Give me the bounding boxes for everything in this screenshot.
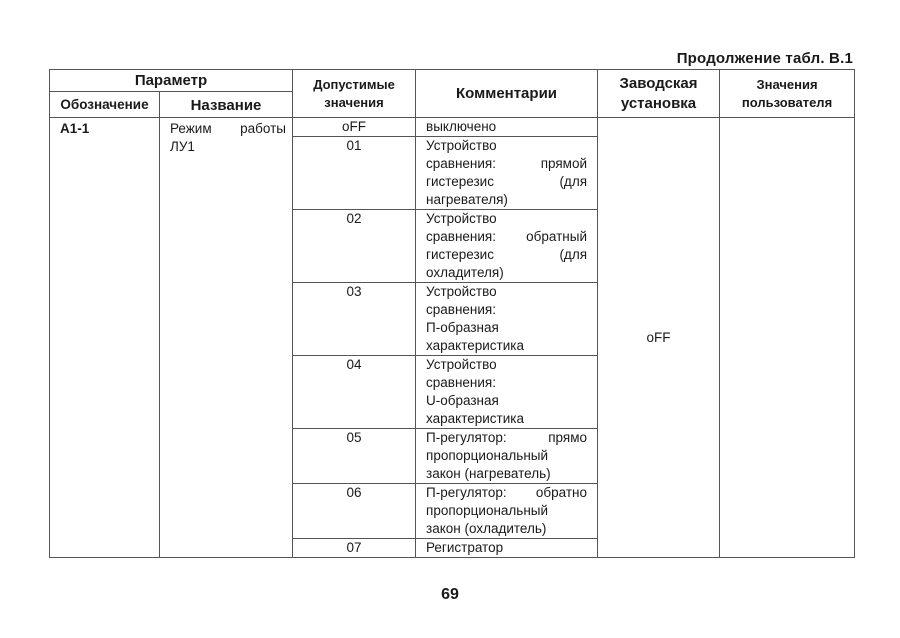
value-comment <box>416 283 598 356</box>
comment-line: Устройство <box>426 357 497 372</box>
param-name-line: ЛУ1 <box>170 139 195 154</box>
header-comments: Комментарии <box>416 70 598 118</box>
comment-line: пропорциональный <box>426 503 549 518</box>
header-allowed-values <box>293 70 416 118</box>
header-factory-line: Заводская <box>619 74 698 92</box>
allowed-value: oFF <box>293 118 416 137</box>
header-allowed-values-line: значения <box>324 94 384 110</box>
table-row <box>50 118 855 137</box>
parameters-table <box>49 69 855 558</box>
header-parameter: Параметр <box>50 70 293 92</box>
header-name: Название <box>160 92 293 118</box>
comment-line: Устройство <box>426 284 497 299</box>
value-comment <box>416 429 598 484</box>
comment-line: П-регулятор: обратно <box>426 485 588 500</box>
comment-line: Устройство <box>426 138 497 153</box>
comment-line: закон (нагреватель) <box>426 466 551 481</box>
value-comment <box>416 137 598 210</box>
header-user-values <box>720 70 855 118</box>
value-comment <box>416 118 598 137</box>
value-comment <box>416 356 598 429</box>
comment-line: Устройство <box>426 211 497 226</box>
value-comment <box>416 210 598 283</box>
allowed-value: 02 <box>293 210 416 283</box>
allowed-value: 03 <box>293 283 416 356</box>
header-allowed-values-line: Допустимые <box>313 76 395 92</box>
comment-line: Регистратор <box>426 540 504 555</box>
user-value-cell[interactable] <box>720 118 855 558</box>
allowed-value: 04 <box>293 356 416 429</box>
comment-line: П-регулятор: прямо <box>426 430 588 445</box>
comment-line: сравнения: прямой <box>426 156 588 171</box>
param-name-line: Режим работы <box>170 121 287 136</box>
value-comment <box>416 484 598 539</box>
param-designation: A1-1 <box>50 118 160 558</box>
allowed-value: 01 <box>293 137 416 210</box>
comment-line: гистерезис (для <box>426 247 588 262</box>
comment-line: пропорциональный <box>426 448 549 463</box>
comment-line: гистерезис (для <box>426 174 588 189</box>
header-user-line: пользователя <box>741 94 833 110</box>
header-user-line: Значения <box>756 76 818 92</box>
comment-line: нагревателя) <box>426 192 508 207</box>
allowed-value: 07 <box>293 539 416 558</box>
comment-line: П-образная <box>426 320 499 335</box>
page-number: 69 <box>441 586 459 603</box>
comment-line: характеристика <box>426 411 524 426</box>
allowed-value: 05 <box>293 429 416 484</box>
header-factory-line: установка <box>620 94 697 112</box>
table-caption: Продолжение табл. В.1 <box>676 50 853 67</box>
comment-line: характеристика <box>426 338 524 353</box>
value-comment <box>416 539 598 558</box>
comment-line: охладителя) <box>426 265 504 280</box>
factory-setting-value: oFF <box>598 118 720 558</box>
comment-line: сравнения: обратный <box>426 229 588 244</box>
comment-line: U-образная <box>426 393 499 408</box>
allowed-value: 06 <box>293 484 416 539</box>
param-name <box>160 118 293 558</box>
header-factory-setting <box>598 70 720 118</box>
comment-line: закон (охладитель) <box>426 521 547 536</box>
comment-line: выключено <box>426 119 497 134</box>
header-designation: Обозначение <box>50 92 160 118</box>
comment-line: сравнения: <box>426 302 496 317</box>
comment-line: сравнения: <box>426 375 496 390</box>
